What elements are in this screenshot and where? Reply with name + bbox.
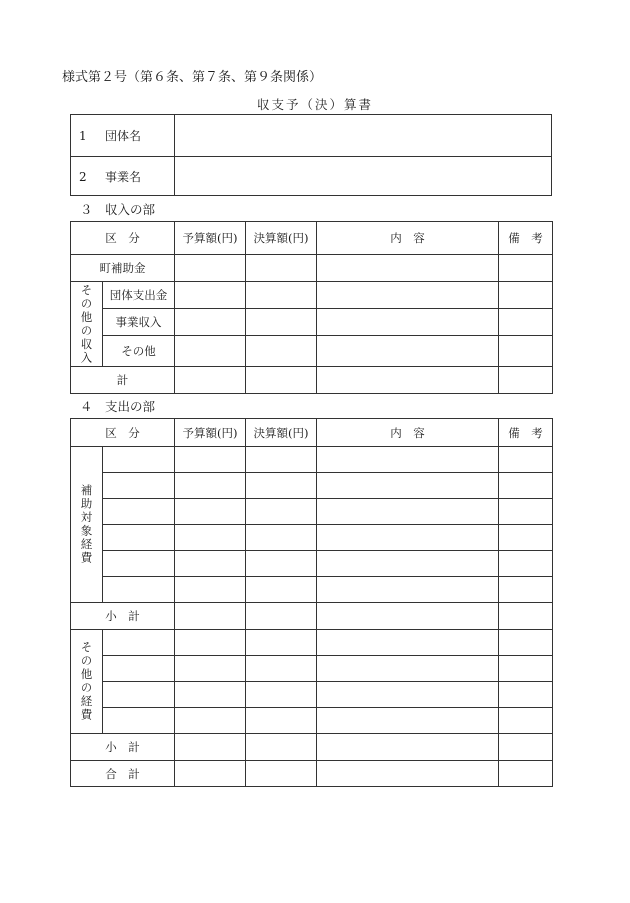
cell[interactable] xyxy=(499,525,553,551)
cell[interactable] xyxy=(175,656,246,682)
cell[interactable] xyxy=(499,656,553,682)
income-col-budget: 予算額(円) xyxy=(175,222,246,255)
cell[interactable] xyxy=(175,499,246,525)
cell[interactable] xyxy=(499,309,553,336)
subsidized-group-label: 補助対象経費 xyxy=(71,447,103,603)
cell[interactable] xyxy=(175,682,246,708)
project-name-field[interactable] xyxy=(175,157,552,196)
subsidized-subtotal-row xyxy=(71,603,553,630)
grand-total-label: 合 計 xyxy=(71,761,175,787)
cell[interactable] xyxy=(175,734,246,761)
cell[interactable] xyxy=(317,525,499,551)
other-income-item-label: 事業収入 xyxy=(103,309,175,336)
organization-name-field[interactable] xyxy=(175,115,552,157)
cell[interactable] xyxy=(103,682,175,708)
cell[interactable] xyxy=(246,367,317,394)
expense-row xyxy=(71,499,553,525)
expense-col-content: 内 容 xyxy=(317,419,499,447)
cell[interactable] xyxy=(103,525,175,551)
income-total-label: 計 xyxy=(71,367,175,394)
cell[interactable] xyxy=(103,447,175,473)
cell[interactable] xyxy=(499,255,553,282)
income-header-row xyxy=(71,222,553,255)
cell[interactable] xyxy=(317,282,499,309)
cell[interactable] xyxy=(317,473,499,499)
town-subsidy-label: 町補助金 xyxy=(71,255,175,282)
cell[interactable] xyxy=(246,656,317,682)
cell[interactable] xyxy=(246,761,317,787)
page-title: 収支予（決）算書 xyxy=(256,97,373,112)
cell[interactable] xyxy=(499,734,553,761)
cell[interactable] xyxy=(499,761,553,787)
cell[interactable] xyxy=(175,336,246,367)
expense-row xyxy=(71,656,553,682)
cell[interactable] xyxy=(103,630,175,656)
expense-row xyxy=(71,447,553,473)
cell[interactable] xyxy=(499,447,553,473)
expense-row xyxy=(71,708,553,734)
cell[interactable] xyxy=(175,708,246,734)
cell[interactable] xyxy=(499,282,553,309)
cell[interactable] xyxy=(499,577,553,603)
cell[interactable] xyxy=(317,499,499,525)
cell[interactable] xyxy=(317,367,499,394)
cell[interactable] xyxy=(103,656,175,682)
expense-row xyxy=(71,682,553,708)
expense-col-remarks: 備 考 xyxy=(499,419,553,447)
cell[interactable] xyxy=(175,282,246,309)
cell[interactable] xyxy=(175,367,246,394)
expense-col-category: 区 分 xyxy=(71,419,175,447)
expense-row xyxy=(71,577,553,603)
cell[interactable] xyxy=(246,447,317,473)
other-income-group-label: その他の収入 xyxy=(71,282,103,367)
income-table xyxy=(70,221,553,394)
cell[interactable] xyxy=(103,473,175,499)
other-subtotal-row xyxy=(71,734,553,761)
other-income-item-label: 団体支出金 xyxy=(103,282,175,309)
expense-row xyxy=(71,473,553,499)
cell[interactable] xyxy=(317,309,499,336)
income-col-remarks: 備 考 xyxy=(499,222,553,255)
cell[interactable] xyxy=(246,577,317,603)
income-row-org-expenditure xyxy=(71,282,553,309)
expense-row xyxy=(71,551,553,577)
expense-col-settlement: 決算額(円) xyxy=(246,419,317,447)
cell[interactable] xyxy=(317,761,499,787)
cell[interactable] xyxy=(175,630,246,656)
basic-info-table xyxy=(70,114,552,196)
organization-label: 1 団体名 xyxy=(71,115,175,157)
subtotal-label: 小 計 xyxy=(71,603,175,630)
cell[interactable] xyxy=(246,473,317,499)
organization-row xyxy=(71,115,552,157)
expense-col-budget: 予算額(円) xyxy=(175,419,246,447)
income-col-category: 区 分 xyxy=(71,222,175,255)
cell[interactable] xyxy=(499,473,553,499)
cell[interactable] xyxy=(317,551,499,577)
other-expense-group-label: その他の経費 xyxy=(71,630,103,734)
cell[interactable] xyxy=(499,499,553,525)
cell[interactable] xyxy=(317,708,499,734)
cell[interactable] xyxy=(175,447,246,473)
cell[interactable] xyxy=(103,551,175,577)
cell[interactable] xyxy=(246,630,317,656)
cell[interactable] xyxy=(175,551,246,577)
cell[interactable] xyxy=(175,761,246,787)
income-col-content: 内 容 xyxy=(317,222,499,255)
cell[interactable] xyxy=(317,603,499,630)
cell[interactable] xyxy=(499,708,553,734)
cell[interactable] xyxy=(246,525,317,551)
cell[interactable] xyxy=(317,734,499,761)
cell[interactable] xyxy=(246,734,317,761)
cell[interactable] xyxy=(317,630,499,656)
cell[interactable] xyxy=(246,708,317,734)
other-income-item-label: その他 xyxy=(103,336,175,367)
cell[interactable] xyxy=(246,309,317,336)
form-number: 様式第２号（第６条、第７条、第９条関係） xyxy=(62,70,323,85)
cell[interactable] xyxy=(175,309,246,336)
cell[interactable] xyxy=(246,336,317,367)
cell[interactable] xyxy=(317,656,499,682)
cell[interactable] xyxy=(317,255,499,282)
expense-header-row xyxy=(71,419,553,447)
income-row-other xyxy=(71,336,553,367)
income-row-total xyxy=(71,367,553,394)
income-row-business-income xyxy=(71,309,553,336)
cell[interactable] xyxy=(499,367,553,394)
cell[interactable] xyxy=(246,499,317,525)
income-heading: ３ 収入の部 xyxy=(80,202,156,217)
expense-table xyxy=(70,418,553,787)
project-label: 2 事業名 xyxy=(71,157,175,196)
cell[interactable] xyxy=(499,603,553,630)
cell[interactable] xyxy=(175,255,246,282)
expense-row xyxy=(71,630,553,656)
cell[interactable] xyxy=(499,336,553,367)
cell[interactable] xyxy=(317,577,499,603)
subtotal-label: 小 計 xyxy=(71,734,175,761)
cell[interactable] xyxy=(175,525,246,551)
cell[interactable] xyxy=(499,630,553,656)
cell[interactable] xyxy=(317,447,499,473)
cell[interactable] xyxy=(499,682,553,708)
grand-total-row xyxy=(71,761,553,787)
cell[interactable] xyxy=(175,603,246,630)
cell[interactable] xyxy=(246,255,317,282)
cell[interactable] xyxy=(246,603,317,630)
cell[interactable] xyxy=(103,499,175,525)
cell[interactable] xyxy=(103,577,175,603)
income-row-town-subsidy xyxy=(71,255,553,282)
expense-heading: ４ 支出の部 xyxy=(80,399,156,414)
cell[interactable] xyxy=(103,708,175,734)
cell[interactable] xyxy=(317,336,499,367)
project-row xyxy=(71,157,552,196)
cell[interactable] xyxy=(175,473,246,499)
cell[interactable] xyxy=(175,577,246,603)
cell[interactable] xyxy=(317,682,499,708)
expense-row xyxy=(71,525,553,551)
cell[interactable] xyxy=(246,682,317,708)
cell[interactable] xyxy=(246,551,317,577)
income-col-settlement: 決算額(円) xyxy=(246,222,317,255)
cell[interactable] xyxy=(246,282,317,309)
cell[interactable] xyxy=(499,551,553,577)
